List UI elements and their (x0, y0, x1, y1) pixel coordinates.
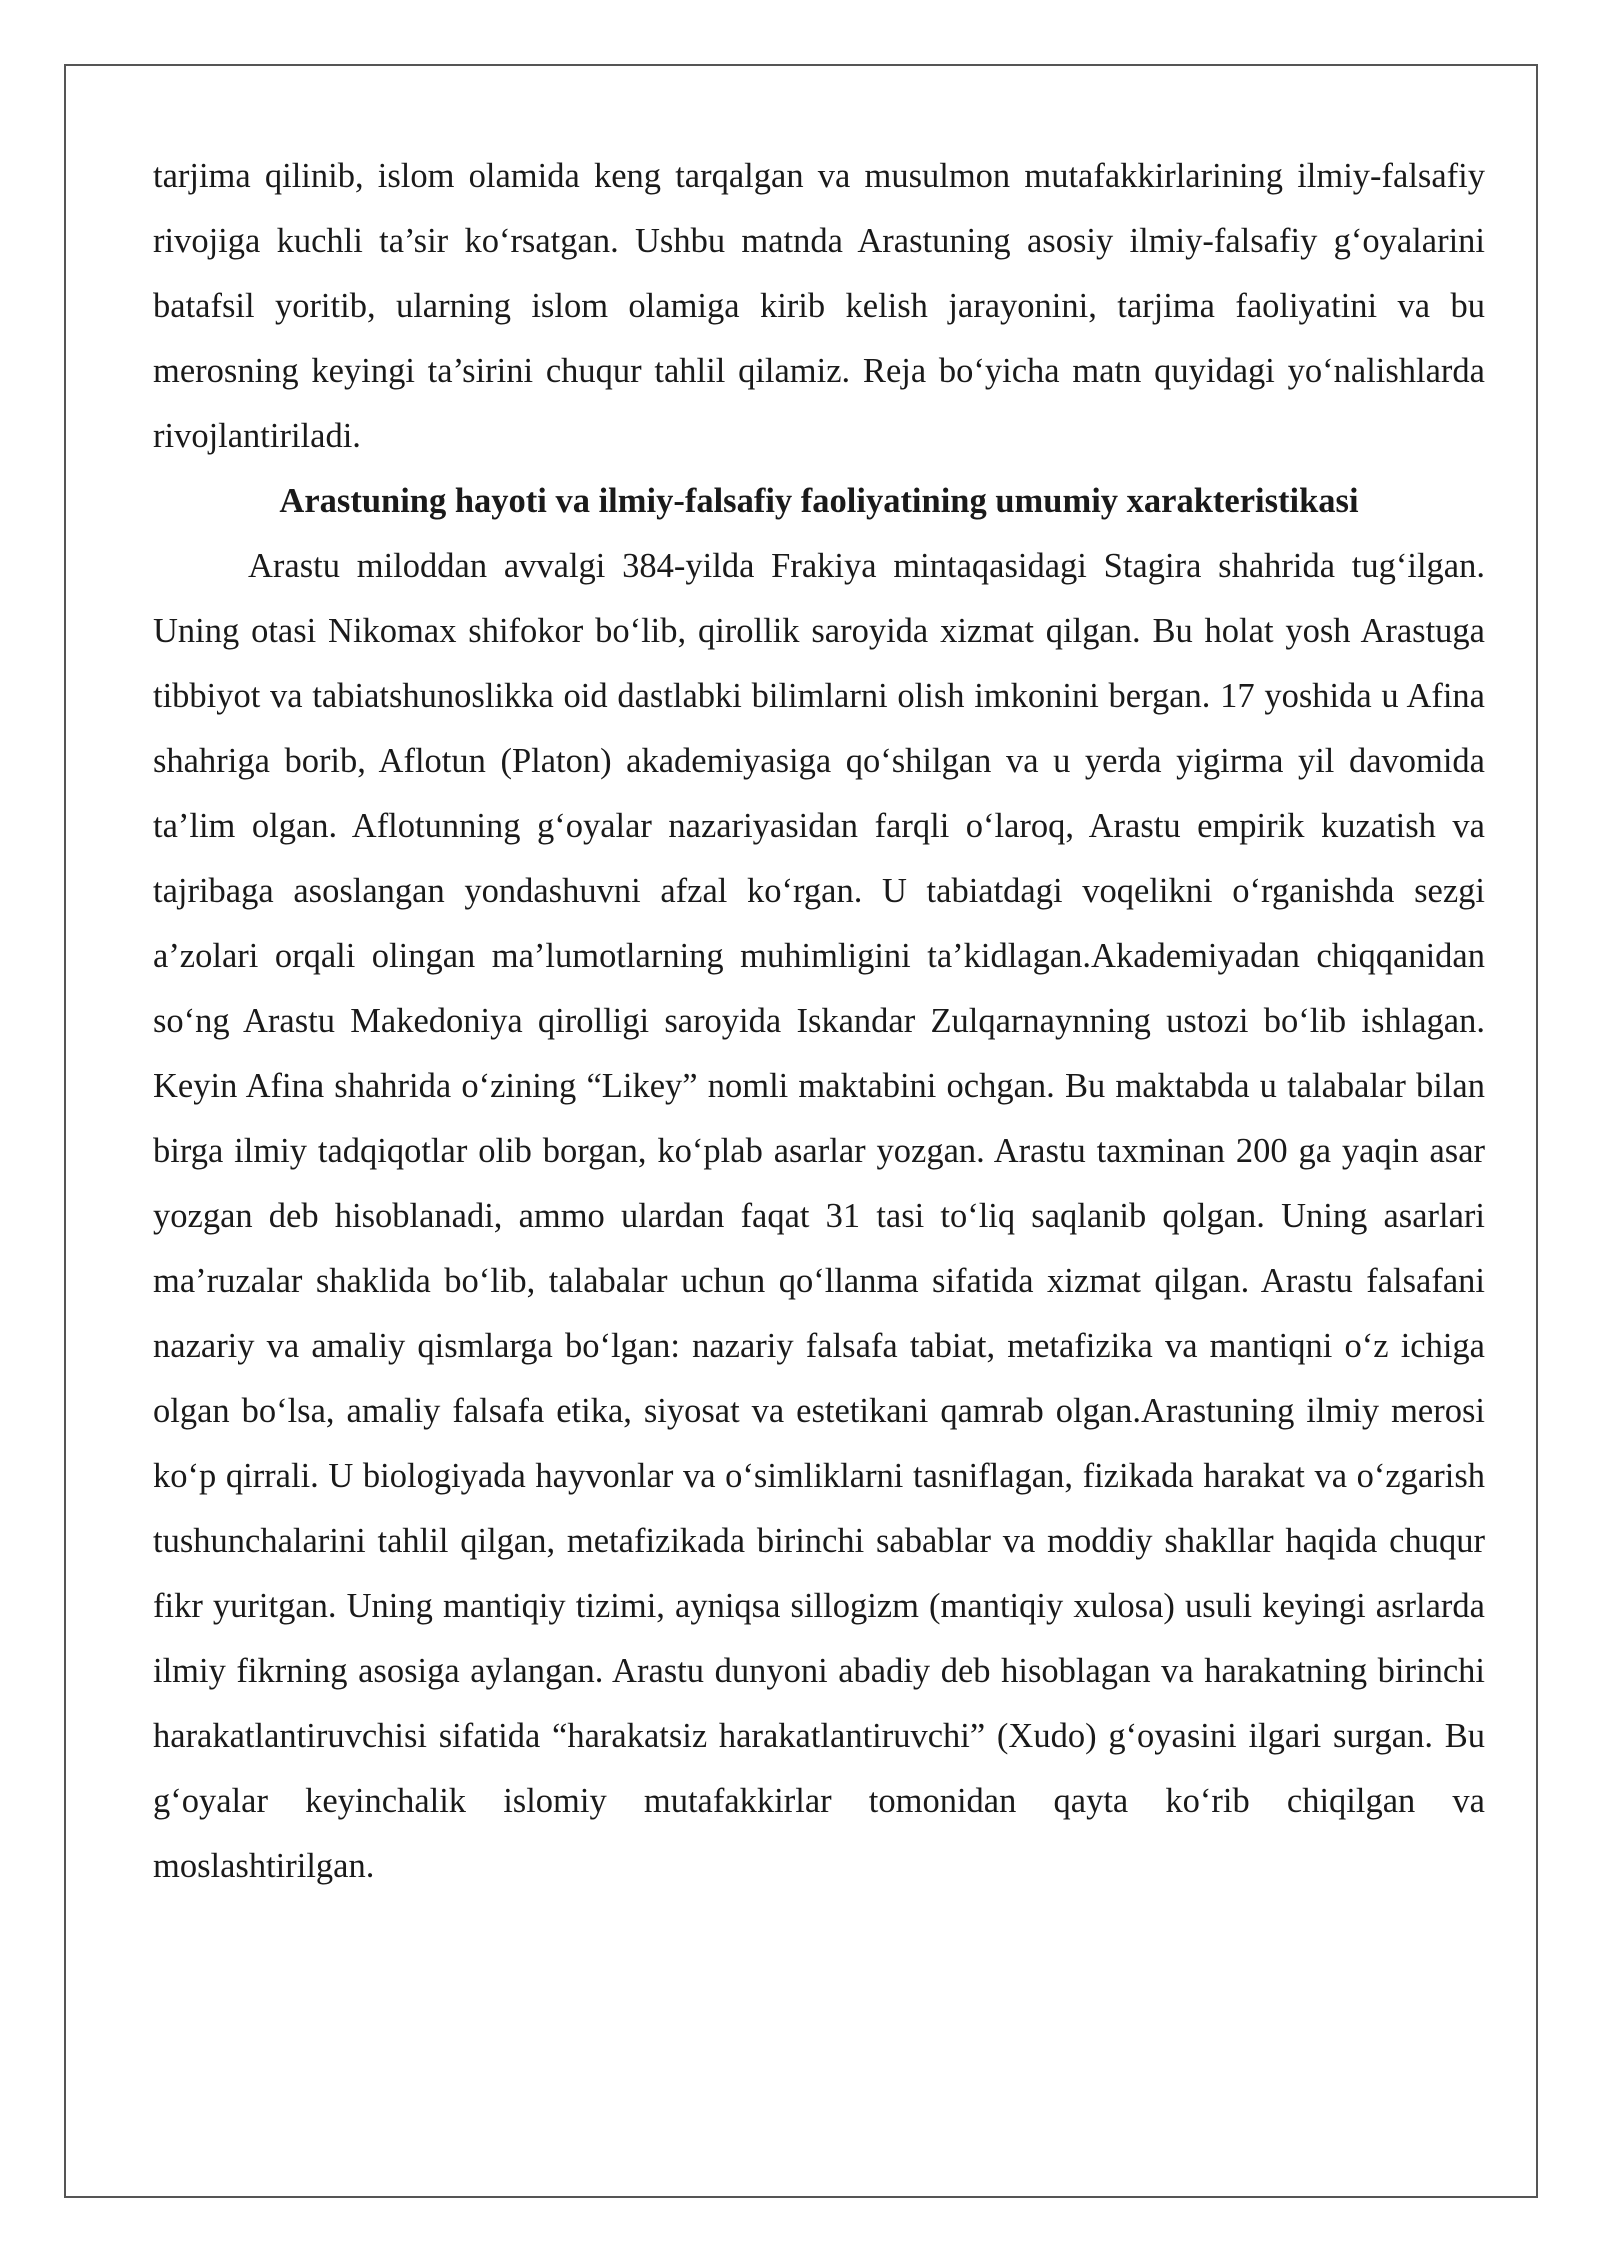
section-heading: Arastuning hayoti va ilmiy-falsafiy faoliyatining umumiy xarakteristikasi (279, 482, 1359, 520)
paragraph-intro: tarjima qilinib, islom olamida keng tarqalgan va musulmon mutafakkirlarining ilmiy-falsafiy rivojiga kuchli ta’sir ko‘rsatgan. Ushbu matnda Arastuning asosiy ilmiy-falsafiy g‘oyalarini batafsil yoritib, ularning islom olamiga kirib kelish jarayonini, tarjima faoliyatini va bu merosning keyingi ta’sirini chuqur tahlil qilamiz. Reja bo‘yicha matn quyidagi yo‘nalishlarda rivojlantiriladi. (153, 157, 1485, 455)
document-body (153, 144, 1485, 1899)
paragraph-main: Arastu miloddan avvalgi 384-yilda Frakiya mintaqasidagi Stagira shahrida tug‘ilgan. Uning otasi Nikomax shifokor bo‘lib, qirollik saroyida xizmat qilgan. Bu holat yosh Arastuga tibbiyot va tabiatshunoslikka oid dastlabki bilimlarni olish imkonini bergan. 17 yoshida u Afina shahriga borib, Aflotun (Platon) akademiyasiga qo‘shilgan va u yerda yigirma yil davomida ta’lim olgan. Aflotunning g‘oyalar nazariyasidan farqli o‘laroq, Arastu empirik kuzatish va tajribaga asoslangan yondashuvni afzal ko‘rgan. U tabiatdagi voqelikni o‘rganishda sezgi a’zolari orqali olingan ma’lumotlarning muhimligini ta’kidlagan.Akademiyadan chiqqanidan so‘ng Arastu Makedoniya qirolligi saroyida Iskandar Zulqarnaynning ustozi bo‘lib ishlagan. Keyin Afina shahrida o‘zining “Likey” nomli maktabini ochgan. Bu maktabda u talabalar bilan birga ilmiy tadqiqotlar olib borgan, ko‘plab asarlar yozgan. Arastu taxminan 200 ga yaqin asar yozgan deb hisoblanadi, ammo ulardan faqat 31 tasi to‘liq saqlanib qolgan. Uning asarlari ma’ruzalar shaklida bo‘lib, talabalar uchun qo‘llanma sifatida xizmat qilgan. Arastu falsafani nazariy va amaliy qismlarga bo‘lgan: nazariy falsafa tabiat, metafizika va mantiqni o‘z ichiga olgan bo‘lsa, amaliy falsafa etika, siyosat va estetikani qamrab olgan.Arastuning ilmiy merosi ko‘p qirrali. U biologiyada hayvonlar va o‘simliklarni tasniflagan, fizikada harakat va o‘zgarish tushunchalarini tahlil qilgan, metafizikada birinchi sabablar va moddiy shakllar haqida chuqur fikr yuritgan. Uning mantiqiy tizimi, ayniqsa sillogizm (mantiqiy xulosa) usuli keyingi asrlarda ilmiy fikrning asosiga aylangan. Arastu dunyoni abadiy deb hisoblagan va harakatning birinchi harakatlantiruvchisi sifatida “harakatsiz harakatlantiruvchi” (Xudo) g‘oyasini ilgari surgan. Bu g‘oyalar keyinchalik islomiy mutafakkirlar tomonidan qayta ko‘rib chiqilgan va moslashtirilgan. (153, 547, 1485, 1885)
